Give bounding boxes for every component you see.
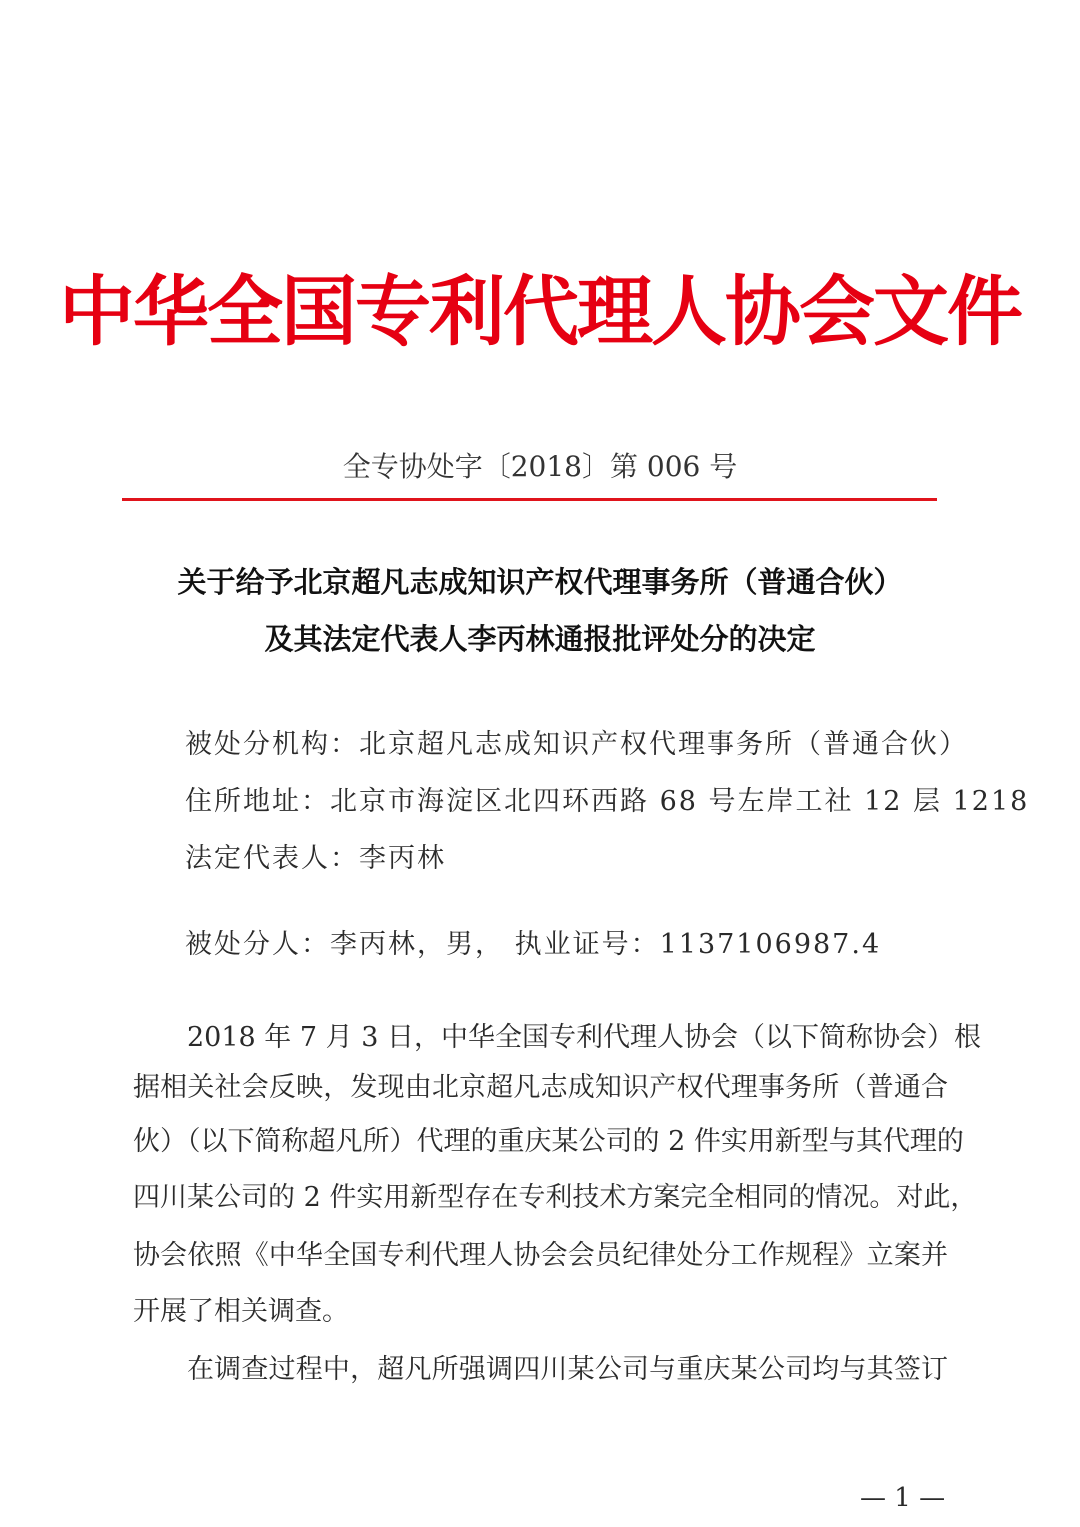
red-divider <box>122 498 937 501</box>
subject-title-line-1: 关于给予北京超凡志成知识产权代理事务所（普通合伙） <box>177 565 903 599</box>
page-number: — 1 — <box>860 1483 946 1513</box>
subject-title-line-2: 及其法定代表人李丙林通报批评处分的决定 <box>264 622 816 656</box>
sanctioned-institution: 被处分机构：北京超凡志成知识产权代理事务所（普通合伙） <box>185 729 968 760</box>
paragraph-1-line: 开展了相关调查。 <box>133 1296 349 1327</box>
paragraph-2-line: 在调查过程中，超凡所强调四川某公司与重庆某公司均与其签订 <box>187 1354 948 1385</box>
paragraph-1-line: 四川某公司的 2 件实用新型存在专利技术方案完全相同的情况。对此， <box>133 1182 978 1213</box>
paragraph-1-line: 协会依照《中华全国专利代理人协会会员纪律处分工作规程》立案并 <box>133 1240 948 1271</box>
institution-address: 住所地址：北京市海淀区北四环西路 68 号左岸工社 12 层 1218 <box>185 786 1030 817</box>
sanctioned-person: 被处分人：李丙林，男， 执业证号：1137106987.4 <box>185 929 882 960</box>
legal-representative: 法定代表人：李丙林 <box>185 843 446 874</box>
paragraph-1-line: 据相关社会反映，发现由北京超凡志成知识产权代理事务所（普通合 <box>133 1072 948 1103</box>
document-header-title: 中华全国专利代理人协会文件 <box>59 267 1021 356</box>
paragraph-1-line: 伙）（以下简称超凡所）代理的重庆某公司的 2 件实用新型与其代理的 <box>133 1126 964 1157</box>
paragraph-1-line: 2018 年 7 月 3 日，中华全国专利代理人协会（以下简称协会）根 <box>187 1022 981 1053</box>
document-number: 全专协处字〔2018〕第 006 号 <box>342 450 738 483</box>
